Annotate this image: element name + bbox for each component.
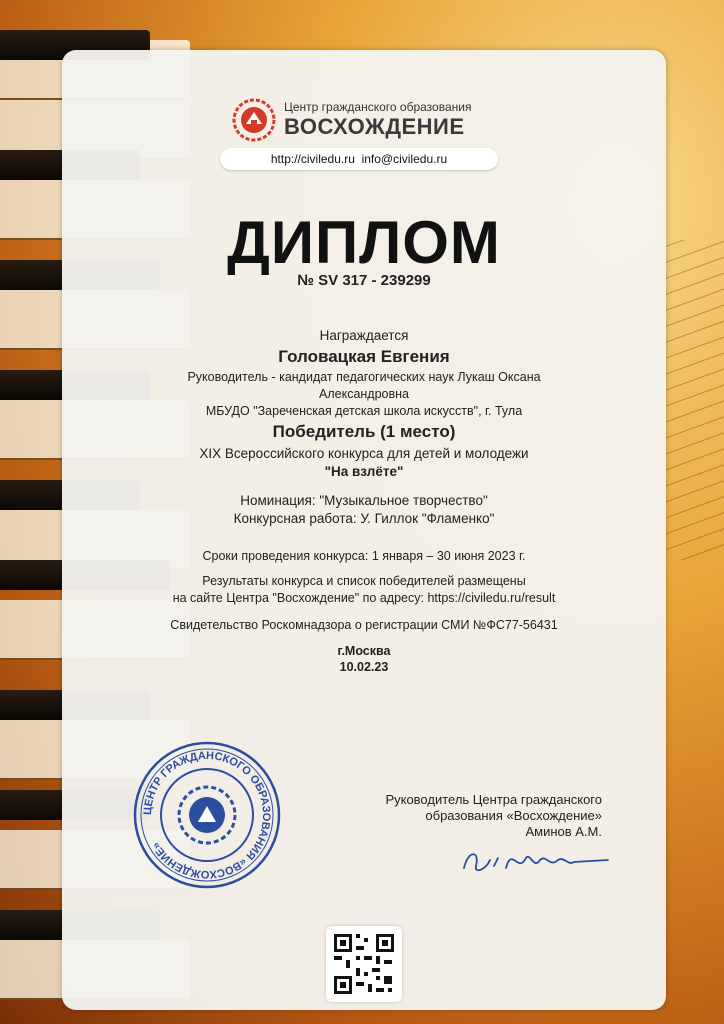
nomination: Номинация: "Музыкальное творчество" xyxy=(240,493,488,508)
issue-date: 10.02.23 xyxy=(339,660,389,674)
competition-work: Конкурсная работа: У. Гиллок "Фламенко" xyxy=(233,511,495,526)
contest-line: XIX Всероссийского конкурса для детей и молодежи xyxy=(199,446,529,461)
signatory-line-1: Руководитель Центра гражданского xyxy=(385,792,602,807)
contest-dates: Сроки проведения конкурса: 1 января – 30 июня 2023 г. xyxy=(202,549,526,563)
stamp-seal xyxy=(132,740,282,890)
city: г.Москва xyxy=(337,644,391,658)
diploma-title: ДИПЛОМ xyxy=(227,209,501,276)
results-line-1: Результаты конкурса и список победителей размещены xyxy=(202,574,526,588)
supervisor-line-1: Руководитель - кандидат педагогических наук Лукаш Оксана xyxy=(187,370,541,384)
signatory-block xyxy=(352,792,602,840)
registration-note: Свидетельство Роскомнадзора о регистрации СМИ №ФС77-56431 xyxy=(170,618,558,632)
signatory-line-2: образования «Восхождение» xyxy=(425,808,602,823)
org-logo xyxy=(232,98,471,142)
contacts-pill[interactable]: http://civiledu.ru info@civiledu.ru xyxy=(220,148,498,170)
org-subtitle: Центр гражданского образования xyxy=(284,100,472,114)
recipient-name: Головацкая Евгения xyxy=(278,347,450,366)
school-name: МБУДО "Зареченская детская школа искусств", г. Тула xyxy=(205,404,523,418)
qr-code-icon[interactable] xyxy=(326,926,402,1002)
org-name: ВОСХОЖДЕНИЕ xyxy=(284,114,465,139)
awarded-label: Награждается xyxy=(319,328,409,343)
stamp-text: ЦЕНТР ГРАЖДАНСКОГО ОБРАЗОВАНИЯ «ВОСХОЖДЕНИЕ» xyxy=(141,749,273,881)
place-award: Победитель (1 место) xyxy=(272,422,456,441)
signature xyxy=(458,840,618,880)
contest-name: "На взлёте" xyxy=(324,464,404,479)
diploma-number: № SV 317 - 239299 xyxy=(297,272,431,289)
logo-emblem-icon xyxy=(232,98,276,142)
supervisor-line-2: Александровна xyxy=(319,387,409,401)
signatory-name: Аминов А.М. xyxy=(525,824,602,839)
results-line-2: на сайте Центра "Восхождение" по адресу: https://civiledu.ru/result xyxy=(172,591,556,605)
diploma-card xyxy=(62,50,666,1010)
